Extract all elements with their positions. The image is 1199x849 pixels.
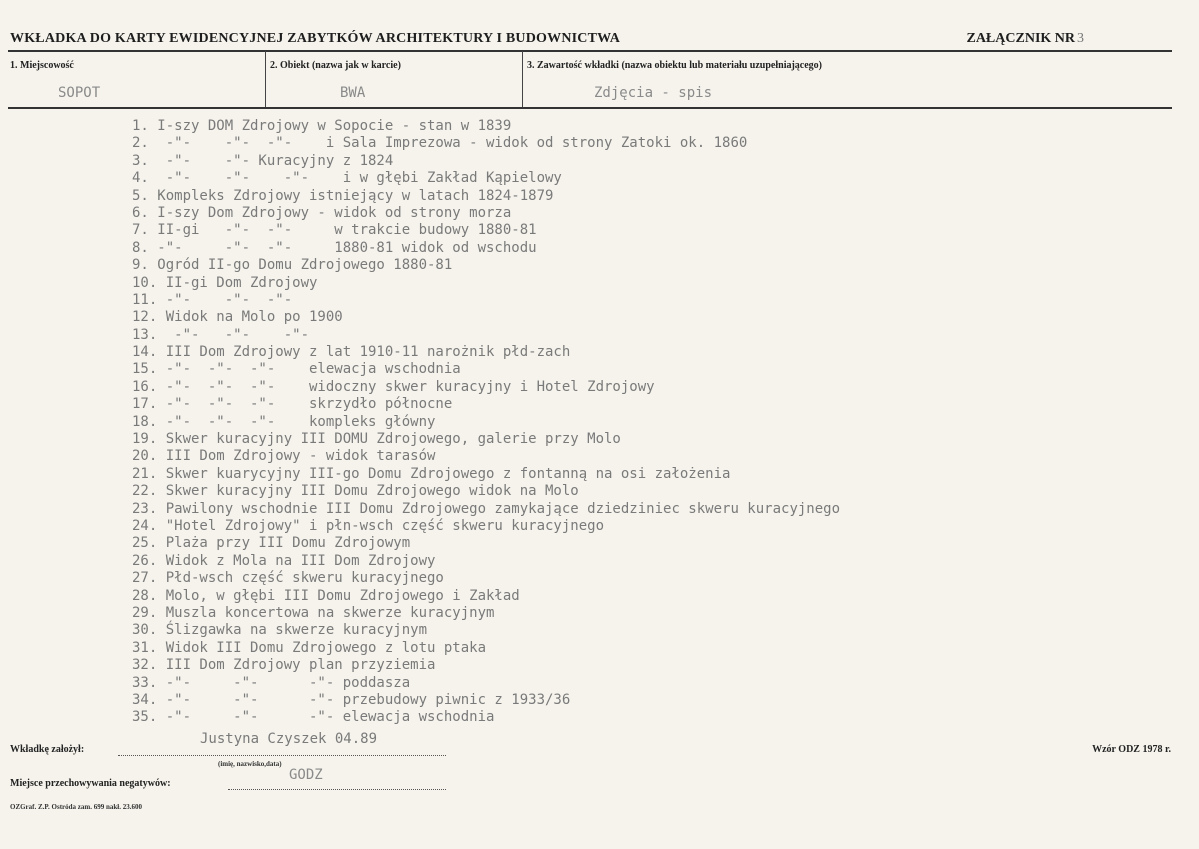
photo-list-item: 28. Molo, w głębi III Domu Zdrojowego i Zakład bbox=[132, 587, 520, 604]
photo-list-item: 7. II-gi -"- -"- w trakcie budowy 1880-81 bbox=[132, 222, 537, 239]
photo-list-item: 21. Skwer kuarycyjny III-go Domu Zdrojowego z fontanną na osi założenia bbox=[132, 465, 731, 482]
signer-value: Justyna Czyszek 04.89 bbox=[200, 731, 378, 747]
photo-list-item: 14. III Dom Zdrojowy z lat 1910-11 narożnik płd-zach bbox=[132, 344, 571, 361]
photo-list-item: 10. II-gi Dom Zdrojowy bbox=[132, 274, 318, 291]
photo-list-item: 34. -"- -"- -"- przebudowy piwnic z 1933/36 bbox=[132, 691, 571, 708]
photo-list-item: 27. Płd-wsch część skweru kuracyjnego bbox=[132, 570, 444, 587]
photo-list-item: 26. Widok z Mola na III Dom Zdrojowy bbox=[132, 552, 436, 569]
photo-list-item: 1. I-szy DOM Zdrojowy w Sopocie - stan w 1839 bbox=[132, 118, 512, 134]
photo-list-item: 16. -"- -"- -"- widoczny skwer kuracyjny i Hotel Zdrojowy bbox=[132, 378, 655, 395]
field-divider-1 bbox=[265, 51, 266, 108]
photo-list-item: 22. Skwer kuracyjny III Domu Zdrojowego widok na Molo bbox=[132, 483, 579, 500]
photo-list-item: 20. III Dom Zdrojowy - widok tarasów bbox=[132, 448, 436, 465]
photo-list-item: 29. Muszla koncertowa na skwerze kuracyjnym bbox=[132, 604, 495, 621]
annex-label bbox=[966, 31, 1084, 47]
printer-label: OZGraf. Z.P. Ostróda zam. 699 nakł. 23.600 bbox=[10, 803, 142, 811]
storage-value: GODZ bbox=[289, 767, 323, 783]
photo-list-item: 5. Kompleks Zdrojowy istniejący w latach 1824-1879 bbox=[132, 187, 554, 204]
content-label: 3. Zawartość wkładki (nazwa obiektu lub materiału uzupełniającego) bbox=[527, 60, 823, 71]
photo-list-item: 18. -"- -"- -"- kompleks główny bbox=[132, 413, 436, 430]
photo-list-item: 13. -"- -"- -"- bbox=[132, 326, 310, 343]
photo-list-item: 23. Pawilony wschodnie III Domu Zdrojowego zamykające dziedziniec skweru kuracyjnego bbox=[132, 500, 841, 517]
photo-list-item: 24. "Hotel Zdrojowy" i płn-wsch część skweru kuracyjnego bbox=[132, 517, 605, 534]
photo-list-item: 8. -"- -"- -"- 1880-81 widok od wschodu bbox=[132, 239, 537, 256]
made-by-label: Wkładkę założył: bbox=[10, 744, 85, 755]
annex-number: 3 bbox=[1077, 31, 1084, 46]
photo-list-item: 19. Skwer kuracyjny III DOMU Zdrojowego, galerie przy Molo bbox=[132, 431, 621, 448]
storage-label: Miejsce przechowywania negatywów: bbox=[10, 778, 171, 789]
photo-list-item: 32. III Dom Zdrojowy plan przyziemia bbox=[132, 657, 436, 674]
annex-label-text: ZAŁĄCZNIK NR bbox=[966, 31, 1075, 46]
photo-list-item: 17. -"- -"- -"- skrzydło północne bbox=[132, 396, 453, 413]
locality-value: SOPOT bbox=[58, 85, 101, 101]
photo-list-item: 11. -"- -"- -"- bbox=[132, 291, 293, 308]
photo-list-item: 35. -"- -"- -"- elewacja wschodnia bbox=[132, 709, 495, 726]
template-label: Wzór ODZ 1978 r. bbox=[1092, 744, 1171, 755]
made-by-line bbox=[118, 755, 446, 756]
photo-list bbox=[132, 118, 1172, 727]
photo-list-item: 6. I-szy Dom Zdrojowy - widok od strony morza bbox=[132, 204, 512, 221]
storage-line bbox=[228, 789, 446, 790]
content-value: Zdjęcia - spis bbox=[594, 85, 713, 101]
fields-bottom-rule bbox=[8, 107, 1172, 109]
photo-list-item: 25. Plaża przy III Domu Zdrojowym bbox=[132, 535, 411, 552]
photo-list-item: 31. Widok III Domu Zdrojowego z lotu ptaka bbox=[132, 639, 487, 656]
object-label: 2. Obiekt (nazwa jak w karcie) bbox=[270, 60, 401, 71]
form-title: WKŁADKA DO KARTY EWIDENCYJNEJ ZABYTKÓW ARCHITEKTURY I BUDOWNICTWA bbox=[10, 31, 621, 46]
photo-list-item: 33. -"- -"- -"- poddasza bbox=[132, 674, 411, 691]
photo-list-item: 12. Widok na Molo po 1900 bbox=[132, 309, 343, 326]
photo-list-item: 9. Ogród II-go Domu Zdrojowego 1880-81 bbox=[132, 257, 453, 274]
object-value: BWA bbox=[340, 85, 366, 101]
photo-list-item: 4. -"- -"- -"- i w głębi Zakład Kąpielowy bbox=[132, 170, 562, 187]
photo-list-item: 30. Ślizgawka na skwerze kuracyjnym bbox=[132, 622, 428, 639]
field-divider-2 bbox=[522, 51, 523, 108]
photo-list-item: 3. -"- -"- Kuracyjny z 1824 bbox=[132, 152, 394, 169]
photo-list-item: 15. -"- -"- -"- elewacja wschodnia bbox=[132, 361, 461, 378]
made-by-caption: (imię, nazwisko,data) bbox=[218, 760, 282, 768]
locality-label: 1. Miejscowość bbox=[10, 60, 74, 71]
photo-list-item: 2. -"- -"- -"- i Sala Imprezowa - widok od strony Zatoki ok. 1860 bbox=[132, 135, 748, 152]
header-rule bbox=[8, 50, 1172, 52]
